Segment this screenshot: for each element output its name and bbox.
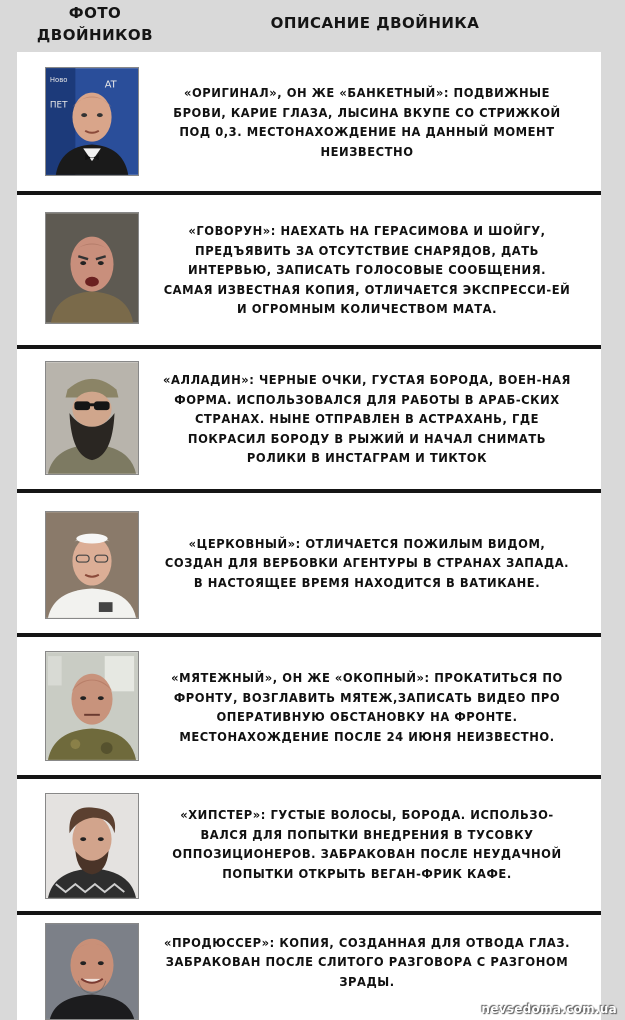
svg-text:AT: AT (104, 79, 117, 91)
portrait-photo (45, 923, 139, 1020)
photo-column-header: ФОТО ДВОЙНИКОВ (36, 4, 154, 44)
table-row (17, 637, 601, 777)
double-description: «АЛЛАДИН»: ЧЕРНЫЕ ОЧКИ, ГУСТАЯ БОРОДА, ВОЕН-НАЯ ФОРМА. ИСПОЛЬЗОВАЛСЯ ДЛЯ РАБОТЫ В АРАБ-СКИХ СТРАНАХ. НЫНЕ ОТПРАВЛЕН В АСТРАХАНЬ, ГДЕ ПОКРАСИЛ БОРОДУ В РЫЖИЙ И НАЧАЛ СНИМАТЬ РОЛИКИ В ИНСТАГРАМ И ТИКТОК (163, 372, 571, 466)
double-description: «ЦЕРКОВНЫЙ»: ОТЛИЧАЕТСЯ ПОЖИЛЫМ ВИДОМ, СОЗДАН ДЛЯ ВЕРБОВКИ АГЕНТУРЫ В СТРАНАХ ЗАПАДА. В НАСТОЯЩЕЕ ВРЕМЯ НАХОДИТСЯ В ВАТИКАНЕ. (164, 535, 570, 590)
portrait-shouting-image (46, 213, 138, 323)
portrait-camo-image (46, 652, 138, 760)
portrait-photo (45, 361, 139, 475)
portrait-photo (45, 67, 139, 176)
table-row (17, 195, 601, 345)
double-description: «ХИПСТЕР»: ГУСТЫЕ ВОЛОСЫ, БОРОДА. ИСПОЛЬЗО-ВАЛСЯ ДЛЯ ПОПЫТКИ ВНЕДРЕНИЯ В ТУСОВКУ ОППОЗИЦИОНЕРОВ. ЗАБРАКОВАН ПОСЛЕ НЕУДАЧНОЙ ПОПЫТКИ ОТКРЫТЬ ВЕГАН-ФРИК КАФЕ. (172, 807, 562, 881)
portrait-suit-bowtie-image (46, 68, 138, 175)
double-description: «ПРОДЮССЕР»: КОПИЯ, СОЗДАННАЯ ДЛЯ ОТВОДА ГЛАЗ. ЗАБРАКОВАН ПОСЛЕ СЛИТОГО РАЗГОВОРА С РАЗГОНОМ ЗРАДЫ. (163, 934, 571, 989)
portrait-photo (45, 212, 139, 324)
double-description: «МЯТЕЖНЫЙ», ОН ЖЕ «ОКОПНЫЙ»: ПРОКАТИТЬСЯ ПО ФРОНТУ, ВОЗГЛАВИТЬ МЯТЕЖ,ЗАПИСАТЬ ВИДЕО ПРО ОПЕРАТИВНУЮ ОБСТАНОВКУ НА ФРОНТЕ. МЕСТОНАХОЖДЕНИЕ ПОСЛЕ 24 ИЮНЯ НЕИЗВЕСТНО. (171, 670, 563, 744)
table-row (17, 779, 601, 911)
watermark: nevsedoma.com.ua (481, 1002, 617, 1016)
double-description: «ОРИГИНАЛ», ОН ЖЕ «БАНКЕТНЫЙ»: ПОДВИЖНЫЕ БРОВИ, КАРИЕ ГЛАЗА, ЛЫСИНА ВКУПЕ СО СТРИЖКОЙ ПОД 0,3. МЕСТОНАХОЖДЕНИЕ НА ДАННЫЙ МОМЕНТ НЕИЗВЕСТНО (173, 85, 561, 159)
portrait-photo (45, 511, 139, 619)
table-row (17, 493, 601, 633)
portrait-hipster-image (46, 794, 138, 898)
portrait-beard-sunglasses-image (46, 362, 138, 474)
svg-text:Ново: Ново (49, 75, 68, 84)
double-description: «ГОВОРУН»: НАЕХАТЬ НА ГЕРАСИМОВА И ШОЙГУ, ПРЕДЪЯВИТЬ ЗА ОТСУТСТВИЕ СНАРЯДОВ, ДАТЬ ИНТЕРВЬЮ, ЗАПИСАТЬ ГОЛОСОВЫЕ СООБЩЕНИЯ. САМАЯ ИЗВЕСТНАЯ КОПИЯ, ОТЛИЧАЕТСЯ ЭКСПРЕССИ-ЕЙ И ОГРОМНЫМ КОЛИЧЕСТВОМ МАТА. (163, 223, 571, 317)
description-column-header: ОПИСАНИЕ ДВОЙНИКА (270, 14, 480, 32)
svg-text:ПЕТ: ПЕТ (49, 100, 68, 111)
portrait-smiling-image (46, 924, 138, 1019)
portrait-white-cap-image (46, 512, 138, 618)
portrait-photo (45, 793, 139, 899)
table-row (17, 349, 601, 489)
table-row (17, 52, 601, 192)
doubles-table (17, 52, 601, 1020)
table-header (0, 0, 625, 52)
portrait-photo (45, 651, 139, 761)
